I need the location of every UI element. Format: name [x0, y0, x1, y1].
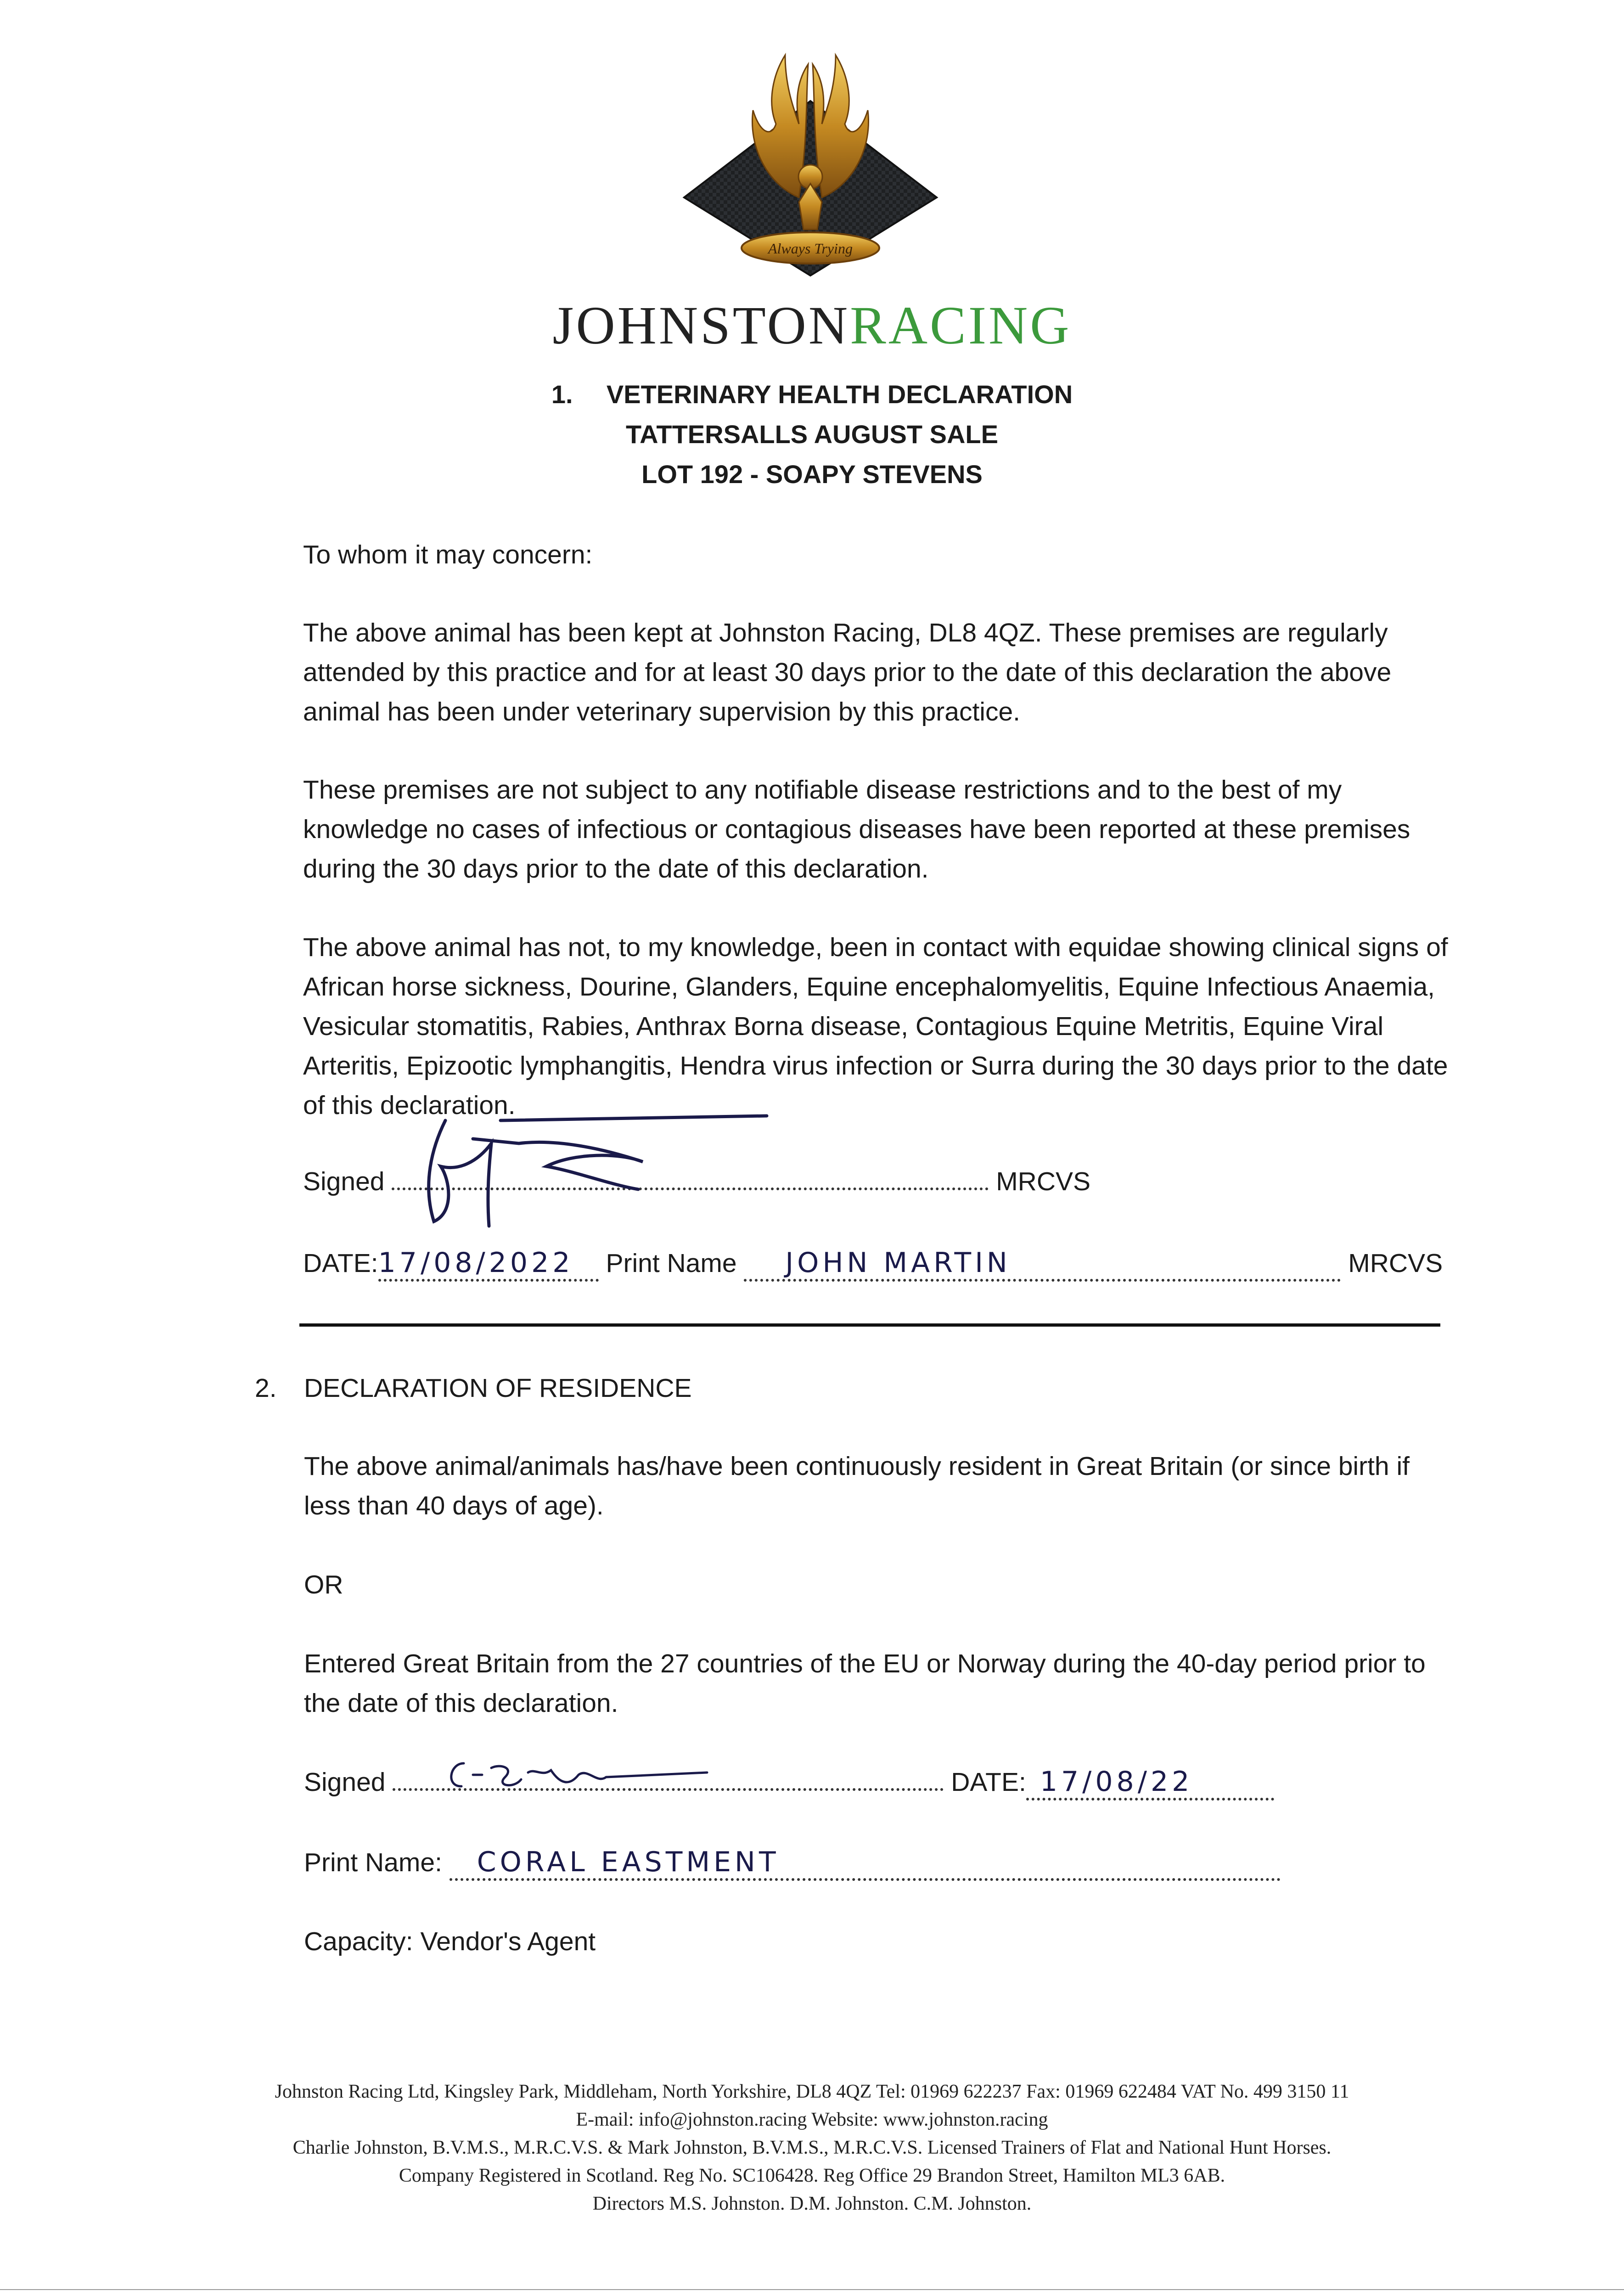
vet-print-name-label: Print Name — [606, 1249, 737, 1278]
section2-paragraph-1: The above animal/animals has/have been continuously resident in Great Britain (or since birth if less than 40 days of age). — [304, 1452, 1410, 1520]
footer-contact: E-mail: info@johnston.racing Website: www.johnston.racing — [576, 2109, 1048, 2130]
greeting: To whom it may concern: — [303, 540, 593, 569]
agent-date-value: 17/08/22 — [1026, 1766, 1274, 1801]
vet-signed-label: Signed — [303, 1167, 385, 1196]
vet-date-label: DATE: — [303, 1249, 378, 1278]
brand-name-part2: RACING — [850, 295, 1072, 355]
section1-paragraph-1: The above animal has been kept at Johnston Racing, DL8 4QZ. These premises are regularly attended by this practice and for at least 30 days prior to the date of this declaration the above animal has been under veterinary supervision by this practice. — [303, 618, 1392, 726]
section2-number: 2. — [255, 1373, 277, 1403]
brand-name — [0, 295, 1624, 355]
section2-paragraph-2: Entered Great Britain from the 27 countries of the EU or Norway during the 40-day period prior to the date of this declaration. — [304, 1649, 1426, 1718]
footer-directors: Directors M.S. Johnston. D.M. Johnston. C.M. Johnston. — [592, 2193, 1032, 2214]
vet-mrcvs-label: MRCVS — [996, 1167, 1091, 1196]
section1-paragraph-3: The above animal has not, to my knowledge, been in contact with equidae showing clinical signs of African horse sickness, Dourine, Glanders, Equine encephalomyelitis, Equine Infectious Anaemia, Vesicular stomatitis, Rabies, Anthrax Borna disease, Contagious Equine Metritis, Equine Viral Arteritis, Epizootic lymphangitis, Hendra virus infection or Surra during the 30 days prior to the date of this declaration. — [303, 933, 1448, 1120]
agent-print-name-row — [304, 1846, 1281, 1881]
agent-handwritten-signature — [436, 1750, 721, 1800]
vet-date-name-row — [303, 1247, 1443, 1282]
agent-date-label: DATE: — [951, 1767, 1026, 1797]
vet-handwritten-signature — [381, 1111, 776, 1231]
document-titles — [0, 374, 1624, 494]
footer-address: Johnston Racing Ltd, Kingsley Park, Middleham, North Yorkshire, DL8 4QZ Tel: 01969 622237 Fax: 01969 622484 VAT No. 499 3150 11 — [275, 2081, 1349, 2102]
bottom-scan-edge — [0, 2289, 1624, 2290]
footer-trainers: Charlie Johnston, B.V.M.S., M.R.C.V.S. & Mark Johnston, B.V.M.S., M.R.C.V.S. Licensed Trainers of Flat and National Hunt Horses. — [292, 2137, 1332, 2158]
section1-number: 1. — [551, 380, 573, 409]
sale-name: TATTERSALLS AUGUST SALE — [626, 420, 998, 449]
company-footer — [0, 2078, 1624, 2218]
lot-name: LOT 192 - SOAPY STEVENS — [641, 460, 983, 489]
vet-mrcvs-label-2: MRCVS — [1348, 1249, 1443, 1278]
johnston-racing-logo — [661, 46, 960, 289]
vet-date-value: 17/08/2022 — [378, 1247, 599, 1282]
vet-print-name-value: JOHN MARTIN — [744, 1247, 1341, 1282]
section2-or: OR — [304, 1570, 343, 1599]
agent-signed-label: Signed — [304, 1767, 386, 1797]
brand-name-part1: JOHNSTON — [552, 295, 850, 355]
agent-print-name-value: CORAL EASTMENT — [450, 1846, 1281, 1881]
agent-print-name-label: Print Name: — [304, 1848, 442, 1877]
document-title: VETERINARY HEALTH DECLARATION — [606, 380, 1073, 409]
logo-motto: Always Trying — [768, 240, 853, 257]
section1-paragraph-2: These premises are not subject to any notifiable disease restrictions and to the best of my knowledge no cases of infectious or contagious diseases have been reported at these premises during the 30 days prior to the date of this declaration. — [303, 775, 1410, 884]
section2-title: DECLARATION OF RESIDENCE — [304, 1373, 692, 1403]
footer-registration: Company Registered in Scotland. Reg No. SC106428. Reg Office 29 Brandon Street, Hamilton ML3 6AB. — [399, 2165, 1225, 2186]
agent-capacity: Capacity: Vendor's Agent — [304, 1927, 596, 1956]
section-divider — [299, 1323, 1440, 1327]
